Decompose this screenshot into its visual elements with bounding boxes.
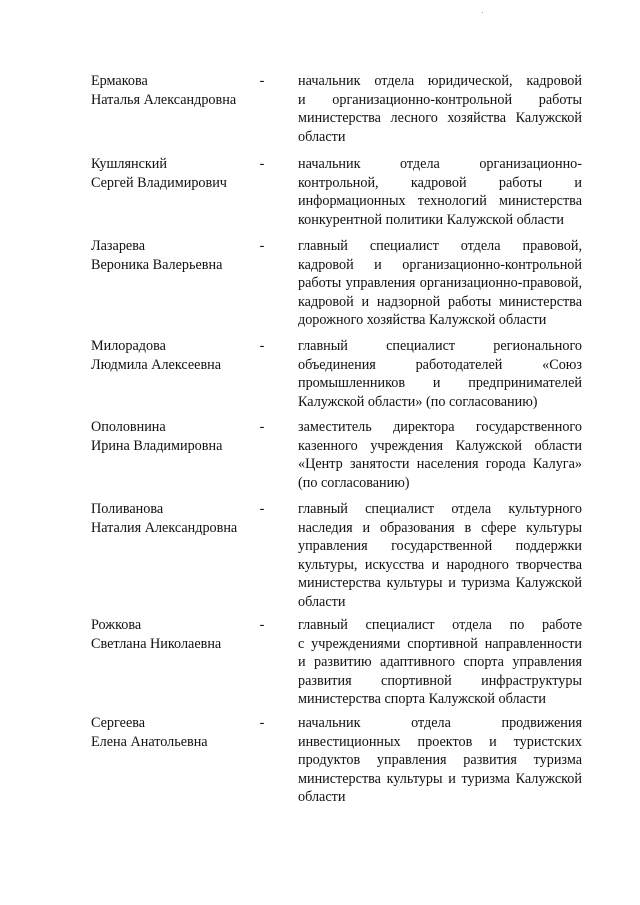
- separator-dash: -: [259, 617, 265, 633]
- position-line: работы управления организационно-правовой,: [298, 275, 582, 291]
- position-line: наследия и образования в сфере культуры: [298, 519, 582, 536]
- position-line: информационных технологий министерства: [298, 193, 582, 209]
- member-surname: Сергеева: [91, 715, 146, 731]
- member-name: [91, 418, 261, 455]
- position-line: управления государственной поддержки: [298, 538, 582, 554]
- member-surname: Рожкова: [91, 617, 142, 633]
- member-name: [91, 155, 261, 192]
- position-line: и развитию адаптивного спорта управления: [298, 654, 582, 670]
- member-position: [298, 337, 582, 411]
- member-position: [298, 500, 582, 611]
- position-line: развития спортивной инфраструктуры: [298, 672, 582, 689]
- position-line: начальник отдела организационно-: [298, 156, 582, 172]
- member-position: [298, 237, 582, 330]
- member-given-name: Сергей Владимирович: [91, 174, 227, 191]
- member-given-name: Людмила Алексеевна: [91, 356, 222, 373]
- position-line: Калужской области» (по согласованию): [298, 393, 538, 410]
- position-line: области: [298, 593, 346, 610]
- position-line: и организационно-контрольной работы: [298, 91, 582, 108]
- member-name: [91, 337, 261, 374]
- scan-speck: [482, 12, 483, 13]
- position-line: министерства спорта Калужской области: [298, 691, 546, 707]
- separator-dash: -: [259, 156, 265, 172]
- position-line: министерства культуры и туризма Калужской: [298, 575, 582, 591]
- position-line: (по согласованию): [298, 474, 410, 491]
- separator-dash: -: [259, 238, 265, 254]
- position-line: главный специалист отдела правовой,: [298, 238, 582, 254]
- position-line: министерства лесного хозяйства Калужской: [298, 110, 582, 126]
- position-line: кадровой и надзорной работы министерства: [298, 293, 582, 310]
- position-line: объединения работодателей «Союз: [298, 356, 582, 373]
- member-given-name: Ирина Владимировна: [91, 437, 223, 454]
- member-surname: Поливанова: [91, 501, 164, 517]
- member-given-name: Наталья Александровна: [91, 91, 237, 108]
- member-position: [298, 616, 582, 709]
- member-name: [91, 237, 261, 274]
- position-line: культуры, искусства и народного творчества: [298, 556, 582, 573]
- position-line: «Центр занятости населения города Калуга»: [298, 456, 582, 472]
- position-line: заместитель директора государственного: [298, 419, 582, 435]
- position-line: кадровой и организационно-контрольной: [298, 256, 582, 273]
- position-line: продуктов управления развития туризма: [298, 752, 582, 768]
- position-line: главный специалист отдела по работе: [298, 617, 582, 633]
- separator-dash: -: [259, 419, 265, 435]
- member-name: [91, 714, 261, 751]
- member-name: [91, 616, 261, 653]
- member-surname: Лазарева: [91, 238, 146, 254]
- position-line: с учреждениями спортивной направленности: [298, 635, 582, 652]
- separator-dash: -: [259, 73, 265, 89]
- member-name: [91, 500, 261, 537]
- position-line: области: [298, 789, 346, 805]
- separator-dash: -: [259, 501, 265, 517]
- member-surname: Милорадова: [91, 338, 166, 354]
- member-surname: Ополовнина: [91, 419, 166, 435]
- position-line: начальник отдела юридической, кадровой: [298, 73, 582, 89]
- position-line: дорожного хозяйства Калужской области: [298, 312, 547, 328]
- position-line: конкурентной политики Калужской области: [298, 211, 565, 228]
- member-given-name: Елена Анатольевна: [91, 733, 208, 750]
- position-line: главный специалист регионального: [298, 338, 582, 354]
- position-line: промышленников и предпринимателей: [298, 375, 582, 391]
- member-name: [91, 72, 261, 109]
- member-position: [298, 714, 582, 807]
- position-line: главный специалист отдела культурного: [298, 501, 582, 517]
- separator-dash: -: [259, 338, 265, 354]
- member-position: [298, 72, 582, 146]
- position-line: контрольной, кадровой работы и: [298, 174, 582, 191]
- member-given-name: Наталия Александровна: [91, 519, 238, 536]
- member-position: [298, 155, 582, 229]
- position-line: казенного учреждения Калужской области: [298, 437, 582, 454]
- separator-dash: -: [259, 715, 265, 731]
- member-position: [298, 418, 582, 492]
- position-line: министерства культуры и туризма Калужской: [298, 770, 582, 787]
- member-surname: Кушлянский: [91, 156, 167, 172]
- position-line: области: [298, 128, 346, 145]
- member-given-name: Светлана Николаевна: [91, 635, 222, 652]
- position-line: начальник отдела продвижения: [298, 715, 582, 731]
- member-given-name: Вероника Валерьевна: [91, 256, 223, 273]
- member-surname: Ермакова: [91, 73, 148, 89]
- position-line: инвестиционных проектов и туристских: [298, 733, 582, 750]
